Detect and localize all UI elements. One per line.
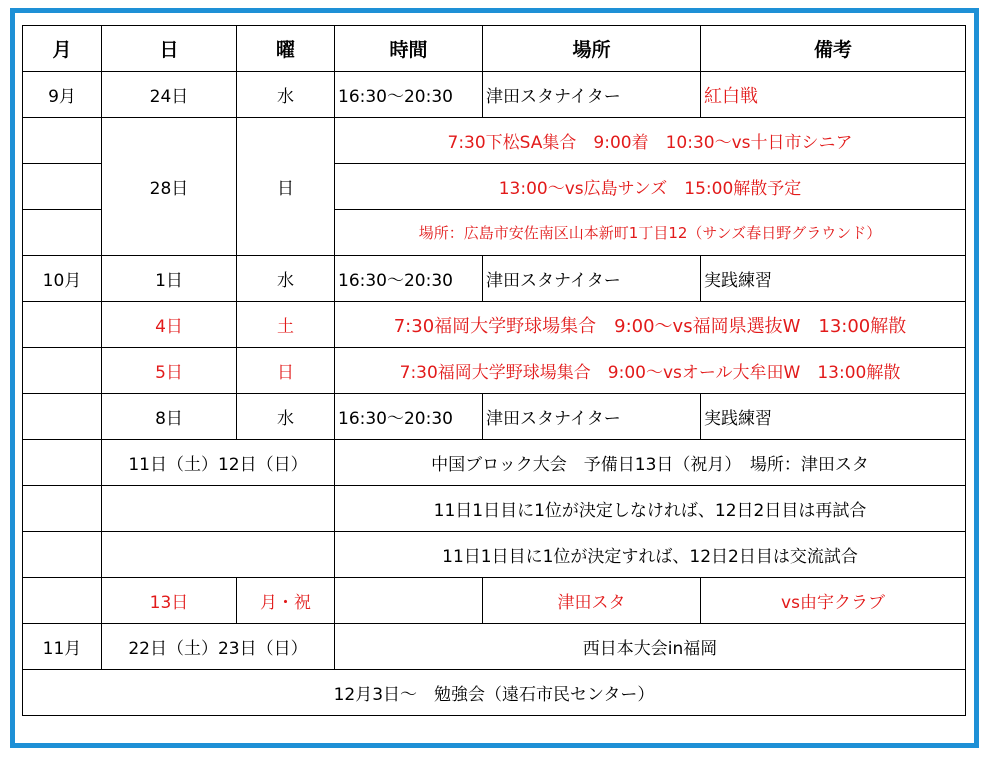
month-cell <box>23 164 102 210</box>
place-cell: 津田スタナイター <box>483 72 701 118</box>
details-cell: 13:00〜vs広島サンズ 15:00解散予定 <box>335 164 966 210</box>
details-cell: 中国ブロック大会 予備日13日（祝月） 場所：津田スタ <box>335 440 966 486</box>
place-cell: 津田スタ <box>483 578 701 624</box>
weekday-cell: 水 <box>237 72 335 118</box>
header-day: 日 <box>102 26 237 72</box>
month-cell: 11月 <box>23 624 102 670</box>
details-cell: 7:30福岡大学野球場集合 9:00〜vsオール大牟田W 13:00解散 <box>335 348 966 394</box>
place-cell: 津田スタナイター <box>483 394 701 440</box>
header-place: 場所 <box>483 26 701 72</box>
month-cell <box>23 302 102 348</box>
details-cell: 西日本大会in福岡 <box>335 624 966 670</box>
table-row <box>23 256 966 302</box>
weekday-cell: 月・祝 <box>237 578 335 624</box>
month-cell <box>23 532 102 578</box>
schedule-table <box>22 25 966 716</box>
details-cell: 場所：広島市安佐南区山本新町1丁目12（サンズ春日野グラウンド） <box>335 210 966 256</box>
table-row <box>23 532 966 578</box>
month-cell <box>23 348 102 394</box>
header-month: 月 <box>23 26 102 72</box>
weekday-cell: 土 <box>237 302 335 348</box>
dates-cell <box>102 532 335 578</box>
table-row <box>23 72 966 118</box>
month-cell <box>23 118 102 164</box>
day-cell: 28日 <box>102 118 237 256</box>
dates-cell: 22日（土）23日（日） <box>102 624 335 670</box>
dates-cell: 11日（土）12日（日） <box>102 440 335 486</box>
month-cell <box>23 394 102 440</box>
table-row <box>23 302 966 348</box>
header-time: 時間 <box>335 26 483 72</box>
time-cell: 16:30〜20:30 <box>335 394 483 440</box>
month-cell: 10月 <box>23 256 102 302</box>
day-cell: 13日 <box>102 578 237 624</box>
time-cell: 16:30〜20:30 <box>335 72 483 118</box>
notes-cell: 実践練習 <box>701 256 966 302</box>
month-cell <box>23 440 102 486</box>
time-cell: 16:30〜20:30 <box>335 256 483 302</box>
weekday-cell: 水 <box>237 394 335 440</box>
details-cell: 11日1日目に1位が決定すれば、12日2日目は交流試合 <box>335 532 966 578</box>
month-cell <box>23 210 102 256</box>
place-cell: 津田スタナイター <box>483 256 701 302</box>
table-row <box>23 394 966 440</box>
day-cell: 4日 <box>102 302 237 348</box>
header-notes: 備考 <box>701 26 966 72</box>
time-cell <box>335 578 483 624</box>
table-row <box>23 440 966 486</box>
weekday-cell: 日 <box>237 348 335 394</box>
month-cell <box>23 486 102 532</box>
details-cell: 7:30福岡大学野球場集合 9:00〜vs福岡県選抜W 13:00解散 <box>335 302 966 348</box>
header-row <box>23 26 966 72</box>
day-cell: 1日 <box>102 256 237 302</box>
details-cell: 11日1日目に1位が決定しなければ、12日2日目は再試合 <box>335 486 966 532</box>
footer-note-cell: 12月3日〜 勉強会（遠石市民センター） <box>23 670 966 716</box>
day-cell: 5日 <box>102 348 237 394</box>
table-row <box>23 624 966 670</box>
table-row <box>23 348 966 394</box>
table-row <box>23 118 966 164</box>
details-cell: 7:30下松SA集合 9:00着 10:30〜vs十日市シニア <box>335 118 966 164</box>
notes-cell: 実践練習 <box>701 394 966 440</box>
table-row <box>23 486 966 532</box>
table-row <box>23 578 966 624</box>
dates-cell <box>102 486 335 532</box>
day-cell: 8日 <box>102 394 237 440</box>
day-cell: 24日 <box>102 72 237 118</box>
header-weekday: 曜 <box>237 26 335 72</box>
month-cell: 9月 <box>23 72 102 118</box>
notes-cell: 紅白戦 <box>701 72 966 118</box>
month-cell <box>23 578 102 624</box>
table-row <box>23 670 966 716</box>
notes-cell: vs由宇クラブ <box>701 578 966 624</box>
weekday-cell: 水 <box>237 256 335 302</box>
weekday-cell: 日 <box>237 118 335 256</box>
